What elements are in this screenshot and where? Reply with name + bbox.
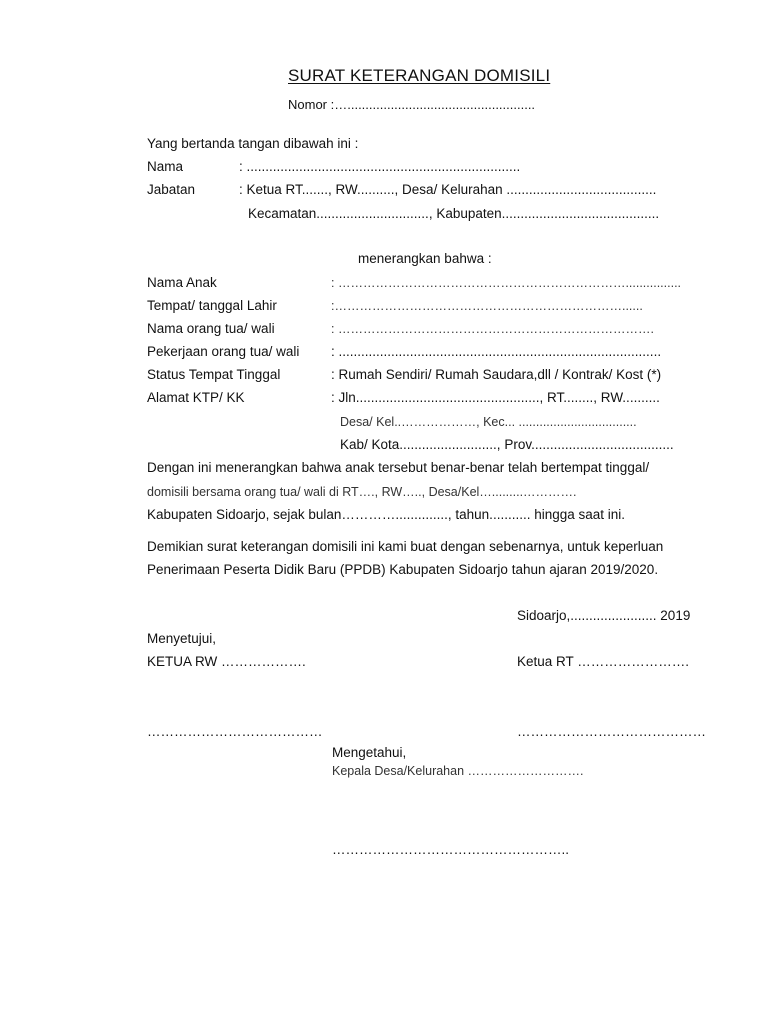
paragraph1-line3: Kabupaten Sidoarjo, sejak bulan………….............., tahun........... hingga saat ini. [147,507,626,522]
paragraph2-line1: Demikian surat keterangan domisili ini kami buat dengan sebenarnya, untuk keperluan [147,539,664,554]
desa-kel-line: Desa/ Kel..………………, Kec... .................................. [340,415,637,429]
paragraph2-line2: Penerimaan Peserta Didik Baru (PPDB) Kabupaten Sidoarjo tahun ajaran 2019/2020. [147,562,659,577]
jabatan-label: Jabatan [147,182,196,197]
ketua-rw-label: KETUA RW ………………. [147,654,306,669]
intro-text: Yang bertanda tangan dibawah ini : [147,136,359,151]
field-label-pekerjaan: Pekerjaan orang tua/ wali [147,344,300,359]
field-value-status: : Rumah Sendiri/ Rumah Saudara,dll / Kontrak/ Kost (*) [331,367,662,382]
field-label-nama-anak: Nama Anak [147,275,217,290]
jabatan-value: : Ketua RT......., RW.........., Desa/ Kelurahan ........................................ [239,182,657,197]
kepala-desa-label: Kepala Desa/Kelurahan ………………………. [332,764,584,778]
menyetujui-text: Menyetujui, [147,631,217,646]
field-label-ttl: Tempat/ tanggal Lahir [147,298,277,313]
field-value-ttl: :……………………………………………………………...... [331,299,643,313]
kab-kota-line: Kab/ Kota.........................., Prov...................................... [340,437,674,452]
field-label-alamat: Alamat KTP/ KK [147,390,245,405]
kecamatan-line: Kecamatan.............................., Kabupaten.......................................... [248,206,660,221]
nama-value: : ......................................................................... [239,159,521,174]
paragraph1-line1: Dengan ini menerangkan bahwa anak tersebut benar-benar telah bertempat tinggal/ [147,460,650,475]
paragraph1-line2: domisili bersama orang tua/ wali di RT…., RW….., Desa/Kel….........…………. [147,485,577,499]
field-label-orang-tua: Nama orang tua/ wali [147,321,275,336]
menerangkan-text: menerangkan bahwa : [358,251,492,266]
signature-line-right: …………………………………… [517,724,706,739]
field-value-alamat: : Jln................................................., RT........, RW.......... [331,390,660,405]
ketua-rt-label: Ketua RT ……………………. [517,654,690,669]
signature-line-left: ………………………………… [147,724,323,739]
field-value-pekerjaan: : ...................................................................................... [331,344,662,359]
place-date: Sidoarjo,....................... 2019 [517,608,691,623]
document-title: SURAT KETERANGAN DOMISILI [288,66,551,85]
field-label-status: Status Tempat Tinggal [147,367,281,382]
nama-label: Nama [147,159,184,174]
field-value-orang-tua: : …………………………………………………………………. [331,322,654,336]
mengetahui-text: Mengetahui, [332,745,407,760]
field-value-nama-anak: : ……………………………………………………………................ [331,276,682,290]
signature-line-bottom: …………………………………………….. [332,842,570,857]
nomor-line: Nomor :….................................................... [288,97,536,112]
